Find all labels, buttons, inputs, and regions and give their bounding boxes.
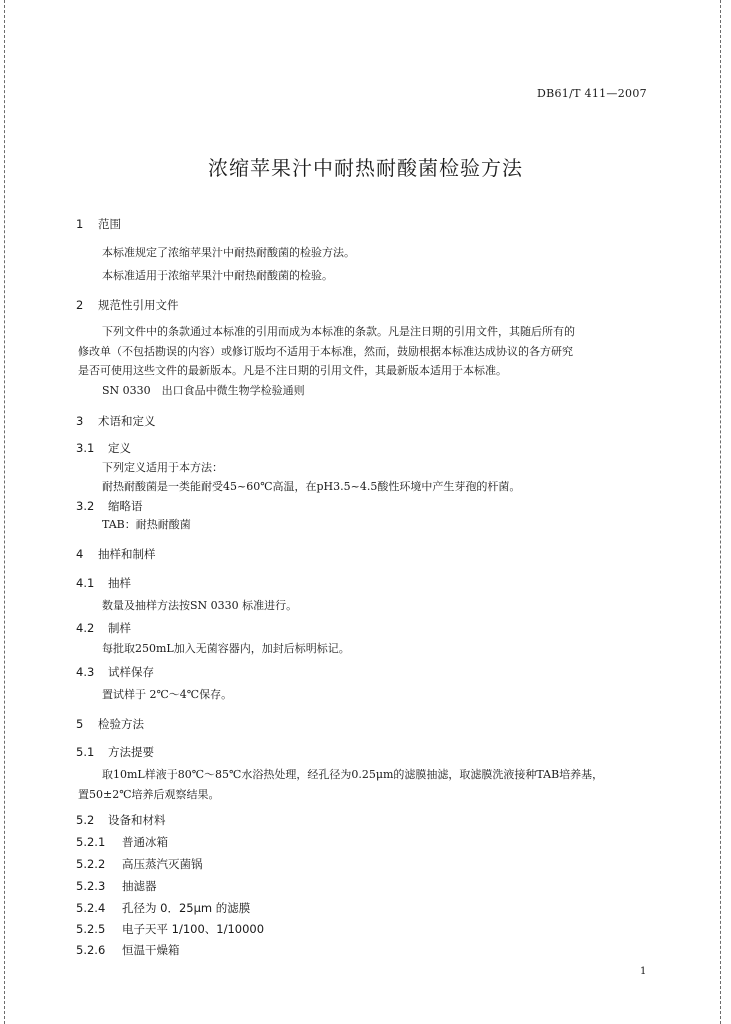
equipment-item [76,942,180,958]
section-title: 设备和材料 [108,813,166,827]
paragraph: 下列定义适用于本方法： [102,461,223,474]
section-number: 3.1 [76,441,95,455]
section-number: 5.2 [76,813,95,827]
subsection-3-2-heading [76,498,143,514]
item-number: 5.2.2 [76,857,106,871]
equipment-item [76,834,168,850]
document-title: 浓缩苹果汁中耐热耐酸菌检验方法 [208,156,523,180]
item-number: 5.2.6 [76,943,106,957]
item-label: 恒温干燥箱 [122,943,180,957]
paragraph-line: 是否可使用这些文件的最新版本。凡是不注日期的引用文件，其最新版本适用于本标准。 [78,364,507,377]
paragraph-line: 下列文件中的条款通过本标准的引用而成为本标准的条款。凡是注日期的引用文件，其随后所有的 [102,325,575,338]
paragraph: TAB：耐热耐酸菌 [102,518,191,531]
item-label: 孔径为 0．25μm 的滤膜 [122,901,251,915]
item-number: 5.2.3 [76,879,106,893]
paragraph: 本标准规定了浓缩苹果汁中耐热耐酸菌的检验方法。 [102,246,355,259]
section-number: 1 [76,217,84,231]
paragraph: 每批取250mL加入无菌容器内，加封后标明标记。 [102,642,350,655]
paragraph: 数量及抽样方法按SN 0330 标准进行。 [102,599,298,612]
section-number: 4.2 [76,621,95,635]
subsection-5-2-heading [76,812,166,828]
subsection-4-2-heading [76,620,131,636]
subsection-4-3-heading [76,664,154,680]
section-1-heading [76,216,121,232]
subsection-5-1-heading [76,744,154,760]
equipment-item [76,878,157,894]
item-label: 普通冰箱 [122,835,168,849]
section-title: 制样 [108,621,131,635]
paragraph-line: 取10mL样液于80℃～85℃水浴热处理，经孔径为0.25μm的滤膜抽滤，取滤膜洗液接种TAB培养基， [102,768,604,781]
item-number: 5.2.5 [76,922,106,936]
paragraph-line: 置50±2℃培养后观察结果。 [78,788,220,801]
subsection-4-1-heading [76,575,131,591]
section-title: 定义 [108,441,131,455]
section-title: 抽样 [108,576,131,590]
equipment-item [76,900,250,916]
section-title: 抽样和制样 [98,547,156,561]
section-title: 试样保存 [108,665,154,679]
equipment-item [76,856,203,872]
section-5-heading [76,716,144,732]
subsection-3-1-heading [76,440,131,456]
section-number: 5.1 [76,745,95,759]
section-title: 术语和定义 [98,414,156,428]
section-number: 3.2 [76,499,95,513]
section-title: 方法提要 [108,745,154,759]
section-number: 3 [76,414,84,428]
section-3-heading [76,413,156,429]
section-number: 4.3 [76,665,95,679]
section-2-heading [76,297,179,313]
section-title: 范围 [98,217,121,231]
section-number: 4.1 [76,576,95,590]
paragraph: 置试样于 2℃～4℃保存。 [102,688,233,701]
item-number: 5.2.1 [76,835,106,849]
equipment-item [76,921,264,937]
paragraph-line: 修改单（不包括勘误的内容）或修订版均不适用于本标准，然而，鼓励根据本标准达成协议的各方研究 [78,345,573,358]
paragraph: 耐热耐酸菌是一类能耐受45~60℃高温，在pH3.5~4.5酸性环境中产生芽孢的杆菌。 [102,480,521,493]
paragraph: 本标准适用于浓缩苹果汁中耐热耐酸菌的检验。 [102,269,333,282]
document-code: DB61/T 411—2007 [537,87,647,100]
section-number: 4 [76,547,84,561]
item-number: 5.2.4 [76,901,106,915]
item-label: 高压蒸汽灭菌锅 [122,857,203,871]
section-title: 检验方法 [98,717,144,731]
section-title: 规范性引用文件 [98,298,179,312]
section-number: 5 [76,717,84,731]
page-number: 1 [640,966,647,977]
item-label: 抽滤器 [122,879,157,893]
section-title: 缩略语 [108,499,143,513]
section-number: 2 [76,298,84,312]
reference-item: SN 0330 出口食品中微生物学检验通则 [102,384,305,397]
section-4-heading [76,546,156,562]
item-label: 电子天平 1/100、1/10000 [122,922,265,936]
